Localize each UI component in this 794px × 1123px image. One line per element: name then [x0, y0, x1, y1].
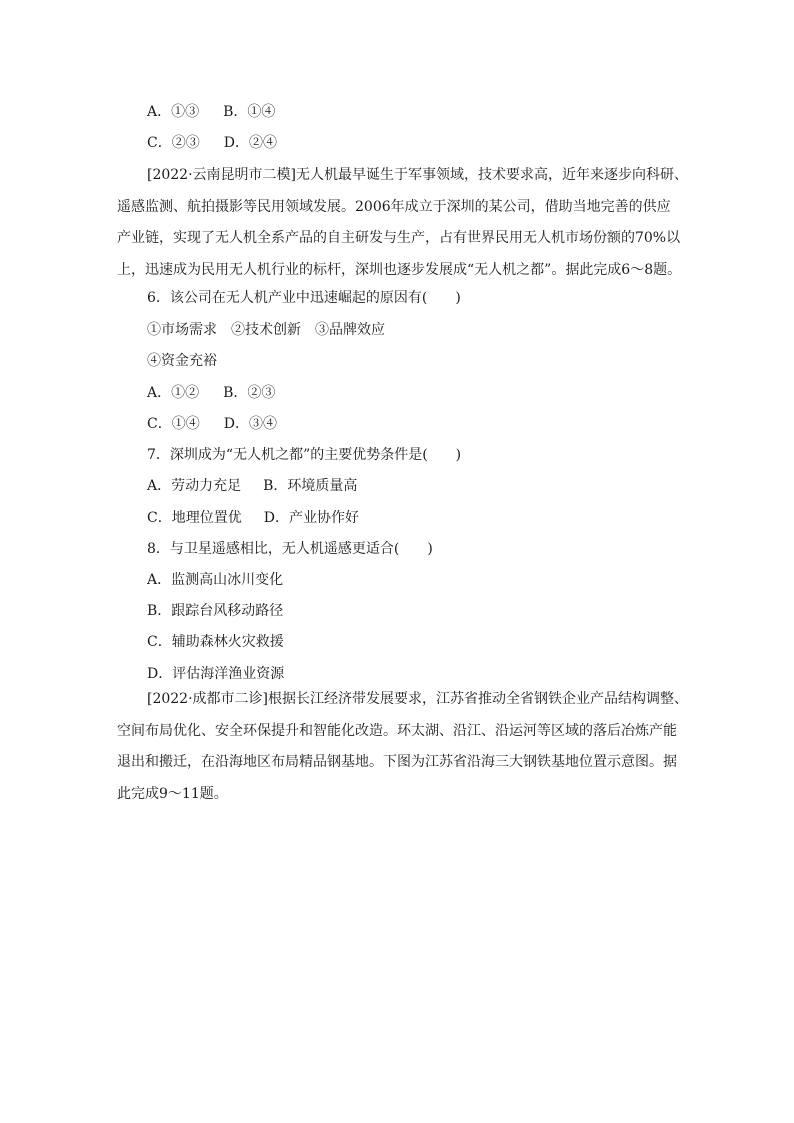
q6-options-row1 — [147, 383, 275, 403]
q7-stem: 7．深圳成为“无人机之都”的主要优势条件是( ) — [147, 447, 462, 463]
passage-2-line: 此完成9～11题。 — [117, 785, 228, 802]
q6-choice-2: ②技术创新 — [231, 322, 301, 338]
passage-2-line: [2022·成都市二诊]根据长江经济带发展要求，江苏省推动全省钢铁企业产品结构调整、 — [147, 691, 689, 707]
q6-choice-3: ③品牌效应 — [315, 322, 385, 338]
q6-choices-row1 — [147, 320, 385, 340]
q8-option-d: D．评估海洋渔业资源 — [147, 666, 285, 682]
q8-option-b: B．跟踪台风移动路径 — [147, 603, 284, 619]
q7-option-a: A．劳动力充足 — [147, 478, 242, 494]
passage-2-line: 退出和搬迁，在沿海地区布局精品钢基地。下图为江苏省沿海三大钢铁基地位置示意图。据 — [117, 754, 677, 770]
q6-option-d: D．③④ — [223, 416, 277, 432]
q6-choices-row2 — [147, 351, 217, 371]
passage-1-line: 遥感监测、航拍摄影等民用领域发展。2006年成立于深圳的某公司，借助当地完善的供应 — [117, 198, 671, 215]
q5-options-row2 — [147, 133, 277, 153]
passage-1-line: 上，迅速成为民用无人机行业的标杆，深圳也逐步发展成“无人机之都”。据此完成6～8题。 — [117, 261, 682, 278]
q6-option-c: C．①④ — [147, 416, 200, 432]
passage-2-line: 空间布局优化、安全环保提升和智能化改造。环太湖、沿江、沿运河等区域的落后冶炼产能 — [117, 722, 677, 739]
q7-options-row2 — [147, 508, 359, 528]
passage-2 — [117, 684, 689, 810]
q5-option-c: C．②③ — [147, 135, 200, 151]
q6-option-b: B．②③ — [223, 385, 276, 401]
q5-option-a: A．①③ — [147, 104, 200, 120]
q7-options-row1 — [147, 476, 357, 496]
q6-options-row2 — [147, 414, 277, 434]
q6-choice-4: ④资金充裕 — [147, 353, 217, 369]
q6-option-a: A．①② — [147, 385, 200, 401]
q8-option-c: C．辅助森林火灾救援 — [147, 634, 284, 650]
q6-choice-1: ①市场需求 — [147, 322, 217, 338]
q8-option-a: A．监测高山冰川变化 — [147, 572, 284, 588]
passage-1 — [117, 160, 689, 286]
q7-option-c: C．地理位置优 — [147, 510, 242, 526]
q5-options-row1 — [147, 102, 275, 122]
q7-option-d: D．产业协作好 — [263, 510, 359, 526]
q5-option-d: D．②④ — [223, 135, 277, 151]
q5-option-b: B．①④ — [223, 104, 276, 120]
q8-stem: 8．与卫星遥感相比，无人机遥感更适合( ) — [147, 541, 433, 557]
q6-stem: 6．该公司在无人机产业中迅速崛起的原因有( ) — [147, 290, 461, 306]
passage-1-line: 产业链，实现了无人机全系产品的自主研发与生产，占有世界民用无人机市场份额的70%以 — [117, 230, 681, 246]
q7-option-b: B．环境质量高 — [263, 478, 358, 494]
passage-1-line: [2022·云南昆明市二模]无人机最早诞生于军事领域，技术要求高，近年来逐步向科研、 — [147, 167, 689, 183]
